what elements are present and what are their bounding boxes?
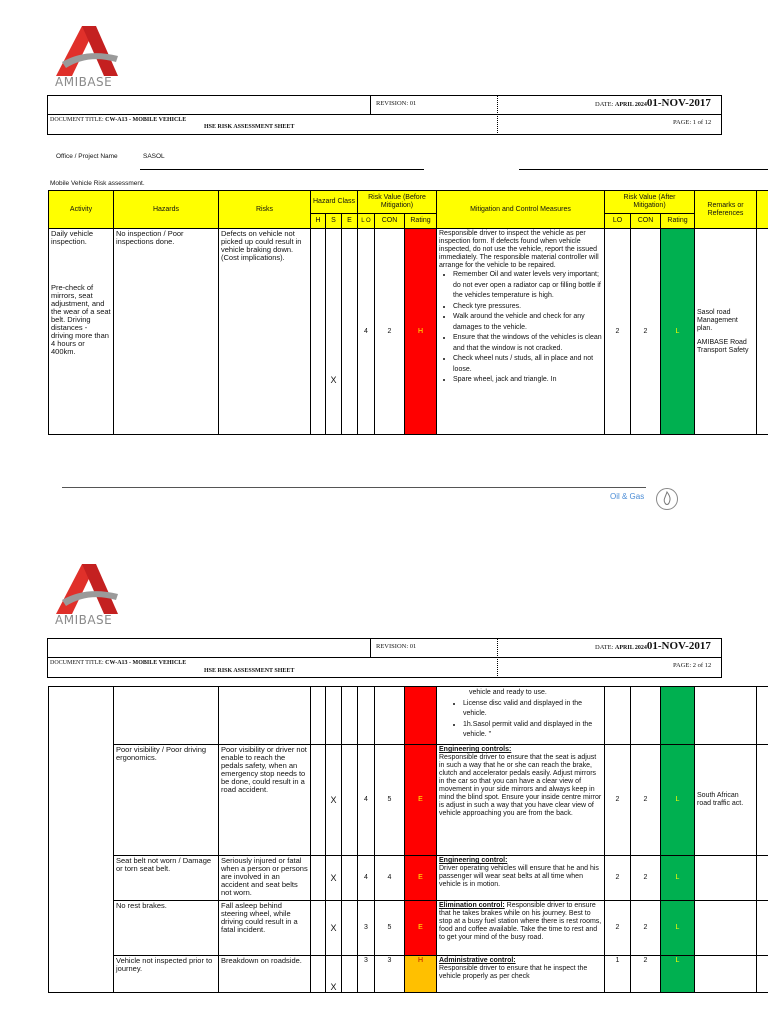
- col-risk-before: Risk Value (Before Mitigation): [358, 191, 437, 214]
- col-risks: Risks: [219, 191, 311, 229]
- risk-table-page2: [48, 686, 768, 993]
- revision-label: REVISION: 01: [376, 100, 417, 107]
- lo-after-value: 2: [605, 229, 631, 435]
- activity-cell: Daily vehicle inspection. Pre-check of mirrors, seat adjustment, and the wear of a seat belt. Driving distances - driving more than 4 hours or 400km.: [49, 229, 114, 435]
- office-label: Office / Project Name: [56, 153, 118, 160]
- table-row: [49, 687, 768, 745]
- col-e: E: [342, 214, 358, 229]
- col-h: H: [311, 214, 326, 229]
- rating-after-badge: L: [661, 745, 695, 856]
- rating-badge: H: [405, 229, 437, 435]
- date-field-2: DATE: APRIL 202401-NOV-2017: [595, 640, 711, 652]
- mitigation-cell: Engineering control: Driver operating vehicles will ensure that he and his passenger will wear seat belts at all time when vehicle is in motion.: [437, 856, 605, 901]
- flame-icon: [656, 488, 678, 510]
- hazard-cell: No inspection / Poor inspections done.: [114, 229, 219, 435]
- document-title-2: DOCUMENT TITLE: CW-A13 - MOBILE VEHICLE: [50, 660, 187, 666]
- document-subtitle-2: HSE RISK ASSESSMENT SHEET: [204, 668, 295, 674]
- col-remarks: Remarks or References: [695, 191, 757, 229]
- table-row: Vehicle not inspected prior to journey. Breakdown on roadside. X 3 3 H Administrative control: Responsible driver to ensure that he inspect the vehicle properly as per check 1 2 L: [49, 956, 768, 993]
- rating-badge: [405, 687, 437, 745]
- mitigation-cell: Engineering controls: Responsible driver to ensure that the seat is adjust in such a way that he or she can reach the brake, clutch and accelerator pedals easily. Adjust mirrors in the car so that you can have a clear view of movement in your side mirrors and always keep in mind the blind spot. Ensure your inside centre mirror is adjust in such a way that you have clear view of vehicle approaching you are from the back.: [437, 745, 605, 856]
- mitigation-cell: Elimination control: Responsible driver to ensure that he takes brakes while on his journey. Best to stop at a busy fuel station where there is rest rooms, food and coffee available. Take the time to rest and to get your mind of the busy road.: [437, 901, 605, 956]
- table-row: Poor visibility / Poor driving ergonomics. Poor visibility or driver not enable to reach the pedals safety, when an emergency stop needs to be done, could result in a road accident. X 4 5 E Engineering controls: Responsible driver to ensure that the seat is adjust in such a way that he or she can reach the brake, clutch and accelerator pedals easily. Adjust mirrors in the car so that you can have a clear view of movement in your side mirrors and always keep in mind the blind spot. Ensure your inside centre mirror is adjust in such a way that you have clear view of vehicle approaching you are from the back. 2 2 L South African road traffic act.: [49, 745, 768, 856]
- bullet-item: • Check wheel nuts / studs, all in place and not loose.: [453, 354, 602, 375]
- col-lo: L O: [358, 214, 375, 229]
- footer-divider: [62, 487, 646, 488]
- col-hazard-class: Hazard Class: [311, 191, 358, 214]
- table-row: Seat belt not worn / Damage or torn seat belt. Seriously injured or fatal when a person or persons are involved in an accident and seat belts not worn. X 4 4 E Engineering control: Driver operating vehicles will ensure that he and his passenger will wear seat belts at all time when vehicle is in motion. 2 2 L: [49, 856, 768, 901]
- col-con-after: CON: [631, 214, 661, 229]
- bullet-item: • Remember Oil and water levels very important; do not ever open a radiator cap or filling bottle if the vehicles temperature is high.: [453, 270, 602, 302]
- rating-after-badge: L: [661, 956, 695, 993]
- col-rating: Rating: [405, 214, 437, 229]
- document-subtitle: HSE RISK ASSESSMENT SHEET: [204, 124, 295, 130]
- bullet-item: • Spare wheel, jack and triangle. In: [453, 375, 602, 386]
- col-lo-after: LO: [605, 214, 631, 229]
- rating-after-badge: L: [661, 856, 695, 901]
- col-mitigation: Mitigation and Control Measures: [437, 191, 605, 229]
- table-row: No rest brakes. Fall asleep behind steering wheel, while driving could result in a fatal incident. X 3 5 E Elimination control: Responsible driver to ensure that he takes brakes while on his journey. Best to stop at a busy fuel station where there is rest rooms, food and coffee available. Take the time to rest and to get your mind of the busy road. 2 2 L: [49, 901, 768, 956]
- con-after-value: 2: [631, 229, 661, 435]
- remarks-cell: Sasol road Management plan. AMIBASE Road Transport Safety: [695, 229, 757, 435]
- rating-badge: E: [405, 901, 437, 956]
- mitigation-cell: Responsible driver to inspect the vehicle as per inspection form. If defects found when vehicle inspected, do not use the vehicle, report the issued immediately. The responsible material controller will arrange for the vehicle to be repaired. • Remember Oil and water levels very important; do not ever open a radiator cap or filling bottle if the vehicles temperature is high. • Check tyre pressures. • Walk around the vehicle and check for any damages to the vehicle. • Ensure that the windows of the vehicles is clean and that the window is not cracked. • Check wheel nuts / studs, all in place and not loose. • Spare wheel, jack and triangle. In: [437, 229, 605, 435]
- risk-table-page1: [48, 190, 768, 435]
- amibase-logo-2: [52, 560, 122, 616]
- table-row: [49, 229, 768, 435]
- class-mark: X: [326, 229, 342, 435]
- rating-badge: E: [405, 856, 437, 901]
- col-risk-after: Risk Value (After Mitigation): [605, 191, 695, 214]
- mitigation-cell: Administrative control: Responsible driver to ensure that he inspect the vehicle properly as per check: [437, 956, 605, 993]
- bullet-item: • Walk around the vehicle and check for any damages to the vehicle.: [453, 312, 602, 333]
- revision-label-2: REVISION: 01: [376, 643, 417, 650]
- lo-value: 4: [358, 229, 375, 435]
- amibase-logo: [52, 22, 122, 78]
- rating-badge: E: [405, 745, 437, 856]
- page-number: PAGE: 1 of 12: [673, 119, 712, 126]
- office-value: SASOL: [143, 153, 165, 160]
- mitigation-cell: vehicle and ready to use. • License disc valid and displayed in the vehicle. • 1h.Sasol permit valid and displayed in the vehicle. ": [437, 687, 605, 745]
- amibase-logo-text: AMIBASE: [55, 75, 113, 89]
- bullet-item: • Check tyre pressures.: [453, 302, 602, 313]
- footer-label: Oil & Gas: [610, 492, 645, 501]
- rating-after-badge: L: [661, 901, 695, 956]
- col-rating-after: Rating: [661, 214, 695, 229]
- table-caption: Mobile Vehicle Risk assessment.: [50, 180, 145, 187]
- page-number-2: PAGE: 2 of 12: [673, 662, 712, 669]
- amibase-logo-text-2: AMIBASE: [55, 613, 113, 627]
- bullet-item: • Ensure that the windows of the vehicles is clean and that the window is not cracked.: [453, 333, 602, 354]
- con-value: 2: [375, 229, 405, 435]
- date-field: DATE: APRIL 202401-NOV-2017: [595, 97, 711, 109]
- rating-after-badge: L: [661, 229, 695, 435]
- col-con: CON: [375, 214, 405, 229]
- risk-cell: Defects on vehicle not picked up could result in vehicle braking down. (Cost implications).: [219, 229, 311, 435]
- col-s: S: [326, 214, 342, 229]
- rating-badge: H: [405, 956, 437, 993]
- rating-after-badge: [661, 687, 695, 745]
- document-title: DOCUMENT TITLE: CW-A13 - MOBILE VEHICLE: [50, 117, 187, 123]
- col-hazards: Hazards: [114, 191, 219, 229]
- col-activity: Activity: [49, 191, 114, 229]
